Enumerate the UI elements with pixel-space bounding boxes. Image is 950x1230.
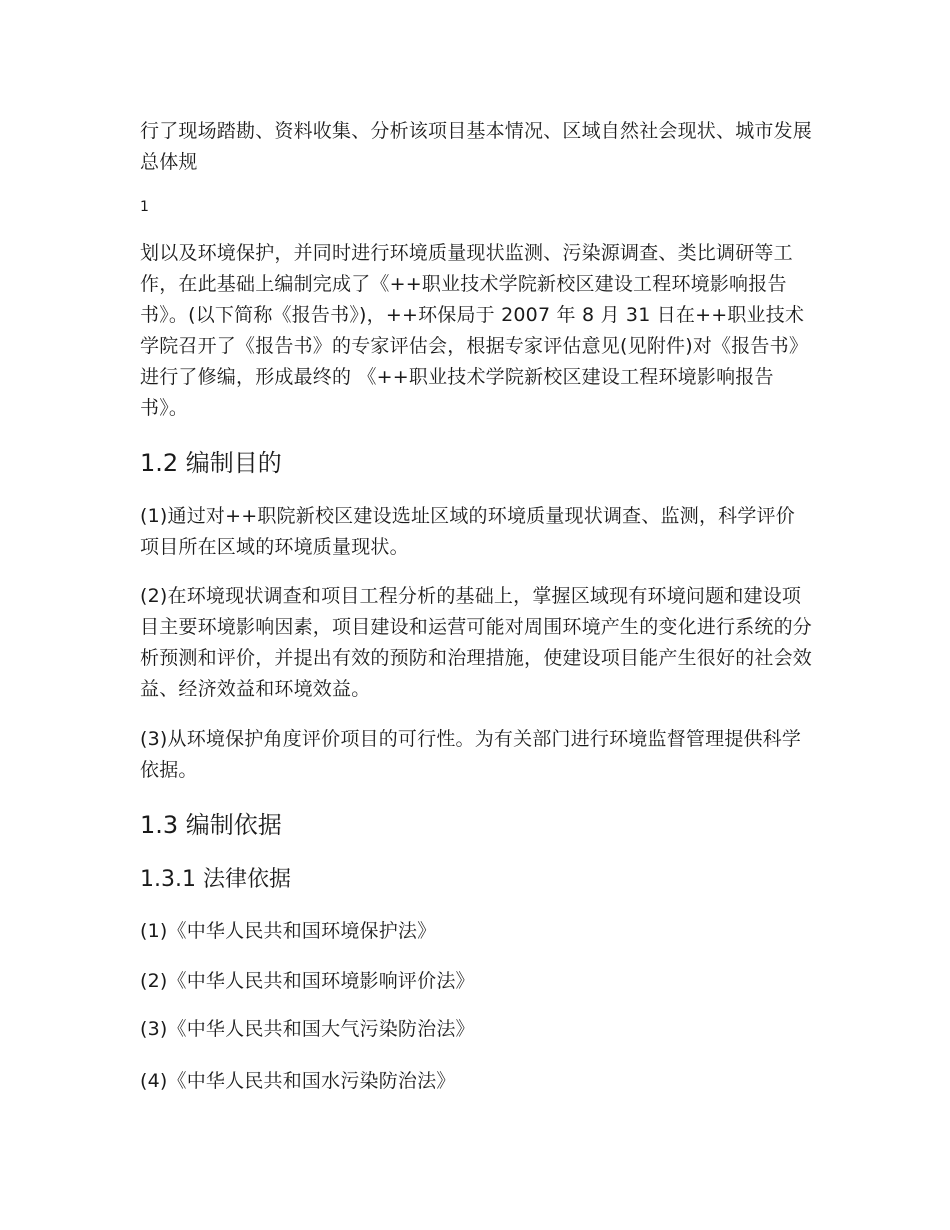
law-item: (4)《中华人民共和国水污染防治法》 (140, 1070, 456, 1092)
subsection-title-1-3-1: 1.3.1 法律依据 (140, 867, 291, 892)
section-title-1-2: 1.2 编制目的 (140, 449, 282, 477)
section-title-1-3: 1.3 编制依据 (140, 811, 282, 839)
paragraph-intro-top: 行了现场踏勘、资料收集、分析该项目基本情况、区域自然社会现状、城市发展总体规 (140, 120, 813, 173)
paragraph-purpose-1: (1)通过对++职院新校区建设选址区域的环境质量现状调查、监测，科学评价项目所在区域的环境质量现状。 (140, 505, 795, 558)
law-item: (1)《中华人民共和国环境保护法》 (140, 920, 437, 942)
paragraph-purpose-3: (3)从环境保护角度评价项目的可行性。为有关部门进行环境监督管理提供科学依据。 (140, 728, 802, 781)
page-number: 1 (140, 199, 149, 215)
law-item: (2)《中华人民共和国环境影响评价法》 (140, 970, 475, 992)
paragraph-purpose-2: (2)在环境现状调查和项目工程分析的基础上，掌握区域现有环境问题和建设项目主要环境影响因素，项目建设和运营可能对周围环境产生的变化进行系统的分析预测和评价，并提出有效的预防和治理措施，使建设项目能产生很好的社会效益、经济效益和环境效益。 (140, 585, 813, 700)
paragraph-intro-continued: 划以及环境保护，并同时进行环境质量现状监测、污染源调查、类比调研等工作，在此基础上编制完成了《++职业技术学院新校区建设工程环境影响报告书》。(以下简称《报告书》)，++环保局于 2007 年 8 月 31 日在++职业技术学院召开了《报告书》的专家评估会，根据专家评估意见(见附件)对《报告书》进行了修编，形成最终的 《++职业技术学院新校区建设工程环境影响报告书》。 (140, 242, 809, 419)
law-item: (3)《中华人民共和国大气污染防治法》 (140, 1018, 475, 1040)
